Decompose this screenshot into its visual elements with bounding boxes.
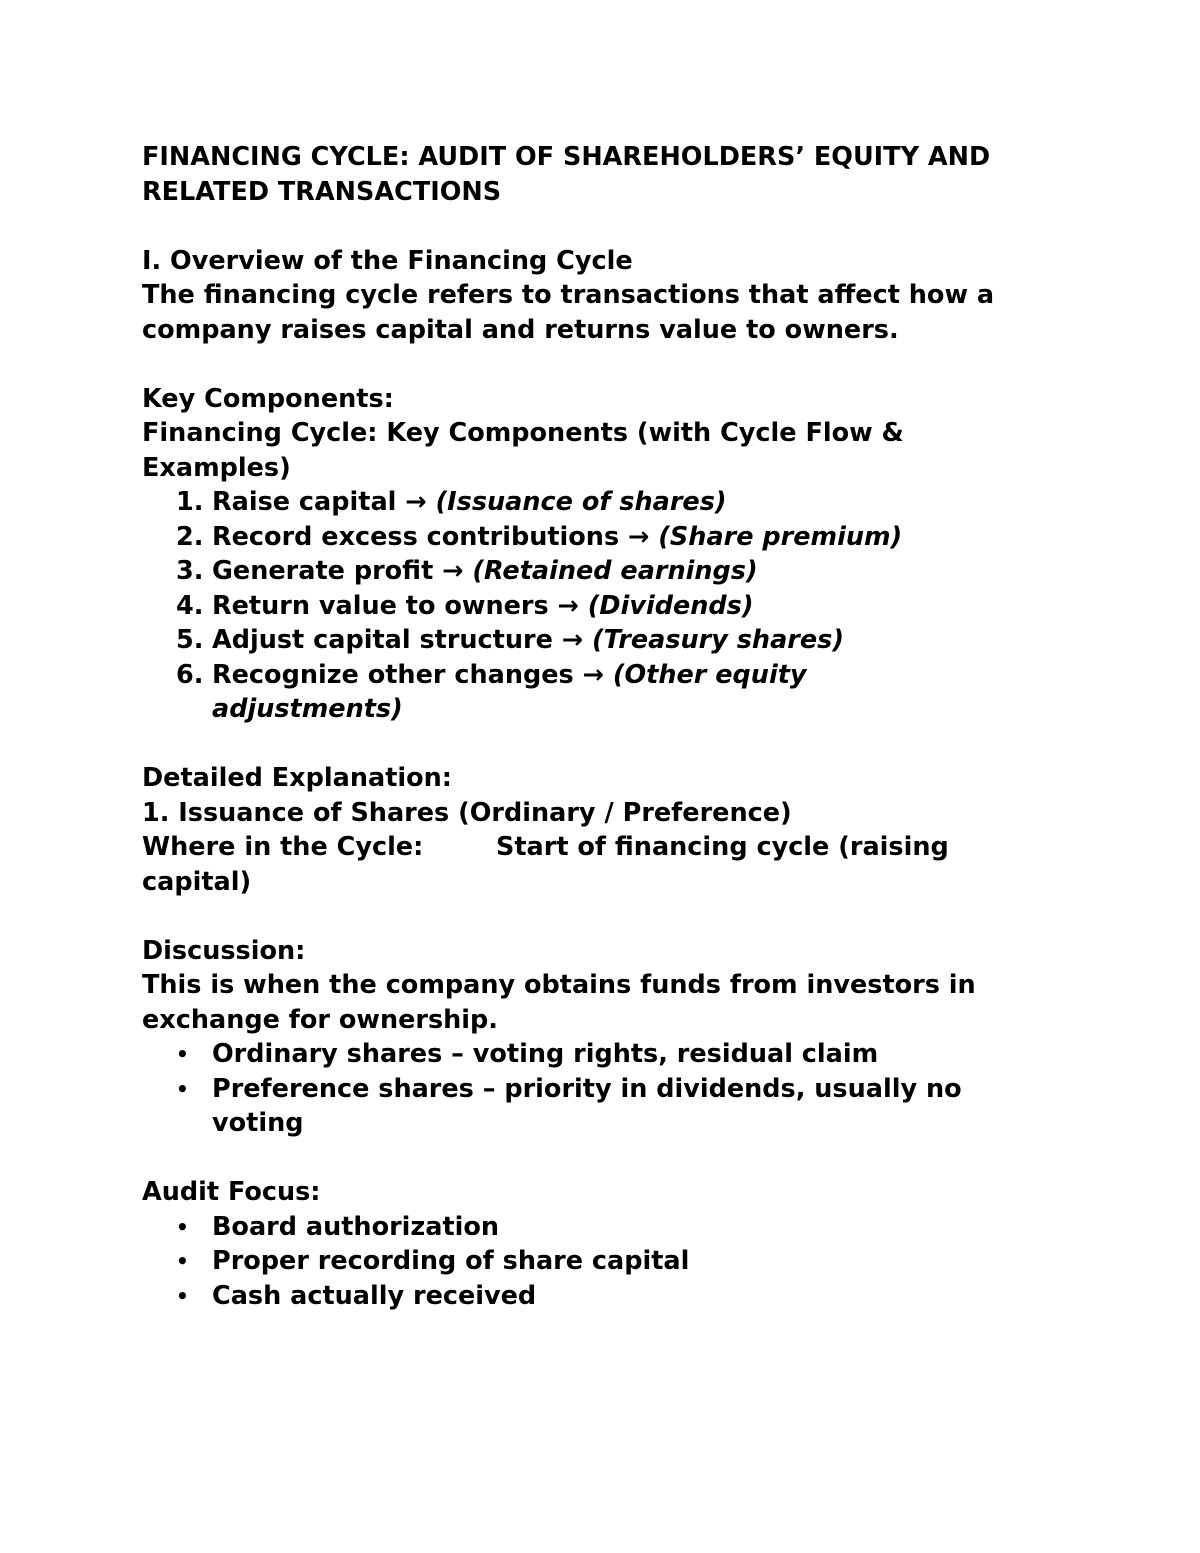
list-item — [142, 554, 1082, 589]
key-components-heading: Key Components: — [142, 383, 394, 414]
list-item-example: (Other equity — [612, 659, 807, 690]
list-number: 5. — [176, 625, 204, 655]
list-number: 4. — [176, 590, 204, 621]
bullet-text: Proper recording of share capital — [212, 1246, 690, 1276]
list-item — [142, 658, 1082, 727]
list-item-text: Return value to owners → — [212, 590, 588, 621]
where-in-cycle — [142, 830, 1082, 865]
key-components-subheading-line-1: Financing Cycle: Key Components (with Cycle Flow & — [142, 418, 904, 448]
list-item — [142, 1244, 1082, 1279]
spacer — [142, 209, 1082, 244]
overview-text-line-2: company raises capital and returns value to owners. — [142, 314, 899, 345]
list-item-text: Raise capital → — [212, 487, 436, 517]
list-item-text: Generate profit → — [212, 556, 473, 586]
list-number: 2. — [176, 521, 204, 552]
bullet-icon: • — [176, 1076, 189, 1101]
list-item-text: Recognize other changes → — [212, 659, 613, 690]
list-item — [142, 1279, 1082, 1314]
bullet-text-continued: voting — [212, 1108, 304, 1138]
list-item-example: (Retained earnings) — [472, 556, 758, 586]
list-item-text: Adjust capital structure → — [212, 625, 593, 655]
spacer — [142, 727, 1082, 762]
list-item — [142, 1072, 1082, 1141]
bullet-icon: • — [176, 1283, 189, 1308]
detailed-heading: Detailed Explanation: — [142, 763, 452, 793]
list-item — [142, 520, 1082, 555]
bullet-text: Ordinary shares – voting rights, residual claim — [212, 1039, 879, 1069]
discussion-bullet-list — [142, 1037, 1082, 1141]
where-value-continued: capital) — [142, 866, 252, 897]
list-item-example: (Treasury shares) — [592, 625, 844, 655]
where-label: Where in the Cycle: — [142, 832, 424, 862]
discussion-text-line-2: exchange for ownership. — [142, 1004, 498, 1035]
list-item — [142, 623, 1082, 658]
list-number: 1. — [176, 487, 204, 517]
bullet-icon: • — [176, 1249, 189, 1273]
bullet-text: Board authorization — [212, 1211, 500, 1242]
bullet-icon: • — [176, 1214, 189, 1239]
list-item-example: (Dividends) — [587, 590, 754, 621]
list-item — [142, 1210, 1082, 1245]
document-title-line-1: FINANCING CYCLE: AUDIT OF SHAREHOLDERS’ EQUITY AND — [142, 142, 991, 172]
list-item-example: (Issuance of shares) — [435, 487, 727, 517]
document-page — [142, 140, 1082, 1313]
key-components-list — [142, 485, 1082, 727]
bullet-text: Cash actually received — [212, 1280, 537, 1311]
bullet-text: Preference shares – priority in dividends, usually no — [212, 1073, 962, 1104]
spacer — [142, 1141, 1082, 1176]
list-item — [142, 485, 1082, 520]
list-item-example-continued: adjustments) — [212, 694, 403, 724]
overview-heading: I. Overview of the Financing Cycle — [142, 245, 633, 276]
spacer — [142, 899, 1082, 934]
detailed-subheading: 1. Issuance of Shares (Ordinary / Preference) — [142, 797, 792, 828]
list-item-example: (Share premium) — [658, 521, 903, 552]
bullet-icon: • — [176, 1042, 189, 1066]
list-number: 3. — [176, 556, 204, 586]
document-title-line-2: RELATED TRANSACTIONS — [142, 176, 502, 207]
list-item — [142, 589, 1082, 624]
list-number: 6. — [176, 659, 204, 690]
overview-text-line-1: The financing cycle refers to transactions that affect how a — [142, 280, 995, 310]
discussion-heading: Discussion: — [142, 935, 306, 966]
where-value: Start of financing cycle (raising — [496, 832, 949, 862]
spacer — [142, 347, 1082, 382]
list-item — [142, 1037, 1082, 1072]
key-components-subheading-line-2: Examples) — [142, 452, 291, 483]
audit-focus-heading: Audit Focus: — [142, 1177, 321, 1207]
discussion-text-line-1: This is when the company obtains funds from investors in — [142, 970, 976, 1000]
audit-focus-bullet-list — [142, 1210, 1082, 1314]
list-item-text: Record excess contributions → — [212, 521, 659, 552]
